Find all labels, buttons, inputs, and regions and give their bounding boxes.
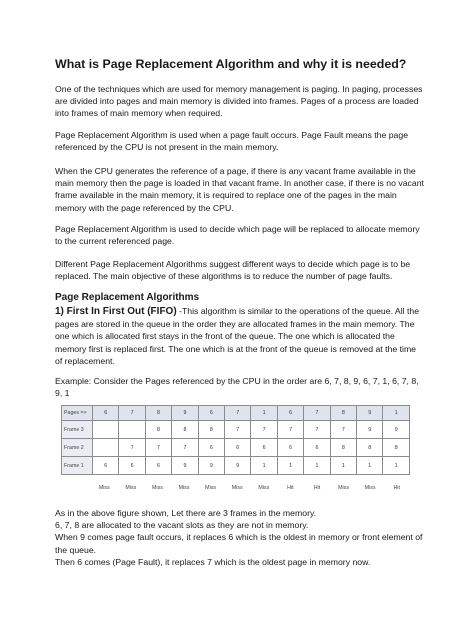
result-label: Miss <box>205 485 217 491</box>
frame-cell: 8 <box>145 421 171 439</box>
frame-cell <box>119 421 145 439</box>
frame-cell: 7 <box>119 439 145 457</box>
frame-cell: 8 <box>330 439 356 457</box>
pages-row <box>62 406 410 421</box>
frame-row <box>62 457 410 475</box>
text-line: When the CPU generates the reference of a page, if there is any vacant frame available in the <box>55 166 416 176</box>
text-line: Page Replacement Algorithm is used to decide which page will be replaced to allocate memory <box>55 224 420 234</box>
frame-cell <box>93 439 119 457</box>
result-label: Miss <box>364 485 376 491</box>
fifo-intro-text: -This algorithm is similar to the operations of the queue. All the <box>176 306 420 316</box>
page-ref: 8 <box>145 406 171 421</box>
page-ref: 7 <box>304 406 330 421</box>
text-line: 6, 7, 8 are allocated to the vacant slots as they are not in memory. <box>55 520 309 531</box>
page-ref: 6 <box>277 406 303 421</box>
text-line: 9, 1 <box>55 388 70 399</box>
frame-cell: 8 <box>357 439 383 457</box>
text-line: memory first is replaced first. The one which is at the front of the queue is removed at the time <box>55 343 417 354</box>
frame-cell: 1 <box>383 457 410 475</box>
text-line <box>55 305 427 318</box>
frame-cell: 6 <box>277 439 303 457</box>
frame-cell: 1 <box>251 457 277 475</box>
frame-cell: 6 <box>225 439 251 457</box>
text-line: memory with the page referenced by the CPU. <box>55 202 234 213</box>
frame-cell: 7 <box>251 421 277 439</box>
result-label: Miss <box>98 485 110 491</box>
result-label: Miss <box>258 485 270 491</box>
explanation-paragraph <box>55 507 427 568</box>
frame-cell: 6 <box>119 457 145 475</box>
page-ref: 6 <box>198 406 224 421</box>
pages-label: Pages => <box>62 406 93 421</box>
text-line: Page Replacement Algorithm is used when a page fault occurs. Page Fault means the page <box>55 130 409 140</box>
frame-cell: 7 <box>172 439 198 457</box>
result-label: Miss <box>178 485 190 491</box>
frame-cell: 7 <box>330 421 356 439</box>
vacant-frame-paragraph <box>55 165 427 214</box>
text-line: Then 6 comes (Page Fault), it replaces 7 which is the oldest page in memory now. <box>55 556 371 567</box>
text-line: As in the above figure shown, Let there are 3 frames in the memory. <box>55 508 317 518</box>
frames-table <box>61 405 410 475</box>
frame-cell: 9 <box>383 421 410 439</box>
text-line: replaced. The main objective of these algorithms is to reduce the number of page faults. <box>55 271 393 282</box>
frame-cell <box>93 421 119 439</box>
frame-cell: 7 <box>277 421 303 439</box>
fifo-frames-figure <box>61 405 410 489</box>
frame-cell: 1 <box>304 457 330 475</box>
frame-cell: 1 <box>277 457 303 475</box>
frame-cell: 6 <box>304 439 330 457</box>
text-line: When 9 comes page fault occurs, it replaces 6 which is the oldest in memory or front element of <box>55 532 423 543</box>
result-label: Miss <box>125 485 137 491</box>
result-label: Miss <box>152 485 163 491</box>
intro-paragraph <box>55 83 427 120</box>
example-paragraph <box>55 375 427 399</box>
text-line: of replacement. <box>55 355 115 366</box>
text-line: the queue. <box>55 544 97 555</box>
fifo-heading: 1) First In First Out (FIFO) <box>55 306 177 317</box>
frame-cell: 7 <box>145 439 171 457</box>
purpose-paragraph <box>55 223 427 247</box>
frame-cell: 8 <box>383 439 410 457</box>
text-line: One of the techniques which are used for memory management is paging. In paging, processes <box>55 84 423 94</box>
text-line: to the current referenced page. <box>55 236 175 247</box>
frame-cell: 7 <box>304 421 330 439</box>
text-line: into frames of main memory when required. <box>55 108 223 119</box>
frame-cell: 8 <box>172 421 198 439</box>
page-title: What is Page Replacement Algorithm and why it is needed? <box>55 57 407 71</box>
text-line: pages are stored in the queue in the order they are allocated frames in the main memory. The <box>55 319 415 330</box>
text-line: main memory then the page is loaded in that vacant frame. In another case, if there is no vacant <box>55 178 424 189</box>
frame-cell: 6 <box>251 439 277 457</box>
frame-row <box>62 421 410 439</box>
frame-row <box>62 439 410 457</box>
frame-cell: 9 <box>225 457 251 475</box>
frame-label: Frame 1 <box>62 457 93 475</box>
text-line: one which is allocated first stays in the front of the queue. The one which is allocated the <box>55 331 395 342</box>
frame-label: Frame 2 <box>62 439 93 457</box>
page-ref: 1 <box>251 406 277 421</box>
text-line: Example: Consider the Pages referenced by the CPU in the order are 6, 7, 8, 9, 6, 7, 1, 6, 7, 8, <box>55 376 419 386</box>
frame-label: Frame 3 <box>62 421 93 439</box>
hit-miss-row <box>91 485 410 491</box>
result-label: Hit <box>313 485 321 491</box>
text-line: frame available in the main memory, it is required to replace one of the pages in the main <box>55 190 397 201</box>
frame-cell: 8 <box>198 421 224 439</box>
result-label: Miss <box>338 485 349 491</box>
frame-cell: 9 <box>198 457 224 475</box>
text-line: referenced by the CPU is not present in the main memory. <box>55 142 279 153</box>
frame-cell: 6 <box>198 439 224 457</box>
result-label: Hit <box>287 485 294 491</box>
section-heading: Page Replacement Algorithms <box>55 292 200 303</box>
page-ref: 9 <box>357 406 383 421</box>
text-line: are divided into pages and main memory is divided into frames. Pages of a process are loaded <box>55 96 419 107</box>
page-ref: 7 <box>119 406 145 421</box>
page-ref: 8 <box>330 406 356 421</box>
page-ref: 1 <box>383 406 410 421</box>
result-label: Miss <box>231 485 243 491</box>
objective-paragraph <box>55 258 427 282</box>
frame-cell: 7 <box>225 421 251 439</box>
frame-cell: 6 <box>93 457 119 475</box>
page-ref: 7 <box>225 406 251 421</box>
frame-cell: 9 <box>172 457 198 475</box>
frame-cell: 6 <box>145 457 171 475</box>
frame-cell: 1 <box>330 457 356 475</box>
page-ref: 6 <box>93 406 119 421</box>
text-line: Different Page Replacement Algorithms suggest different ways to decide which page is to be <box>55 259 411 269</box>
page-fault-paragraph <box>55 129 427 153</box>
fifo-paragraph <box>55 305 427 367</box>
frame-cell: 1 <box>357 457 383 475</box>
frame-cell: 9 <box>357 421 383 439</box>
page-ref: 9 <box>172 406 198 421</box>
result-label: Hit <box>393 485 400 491</box>
